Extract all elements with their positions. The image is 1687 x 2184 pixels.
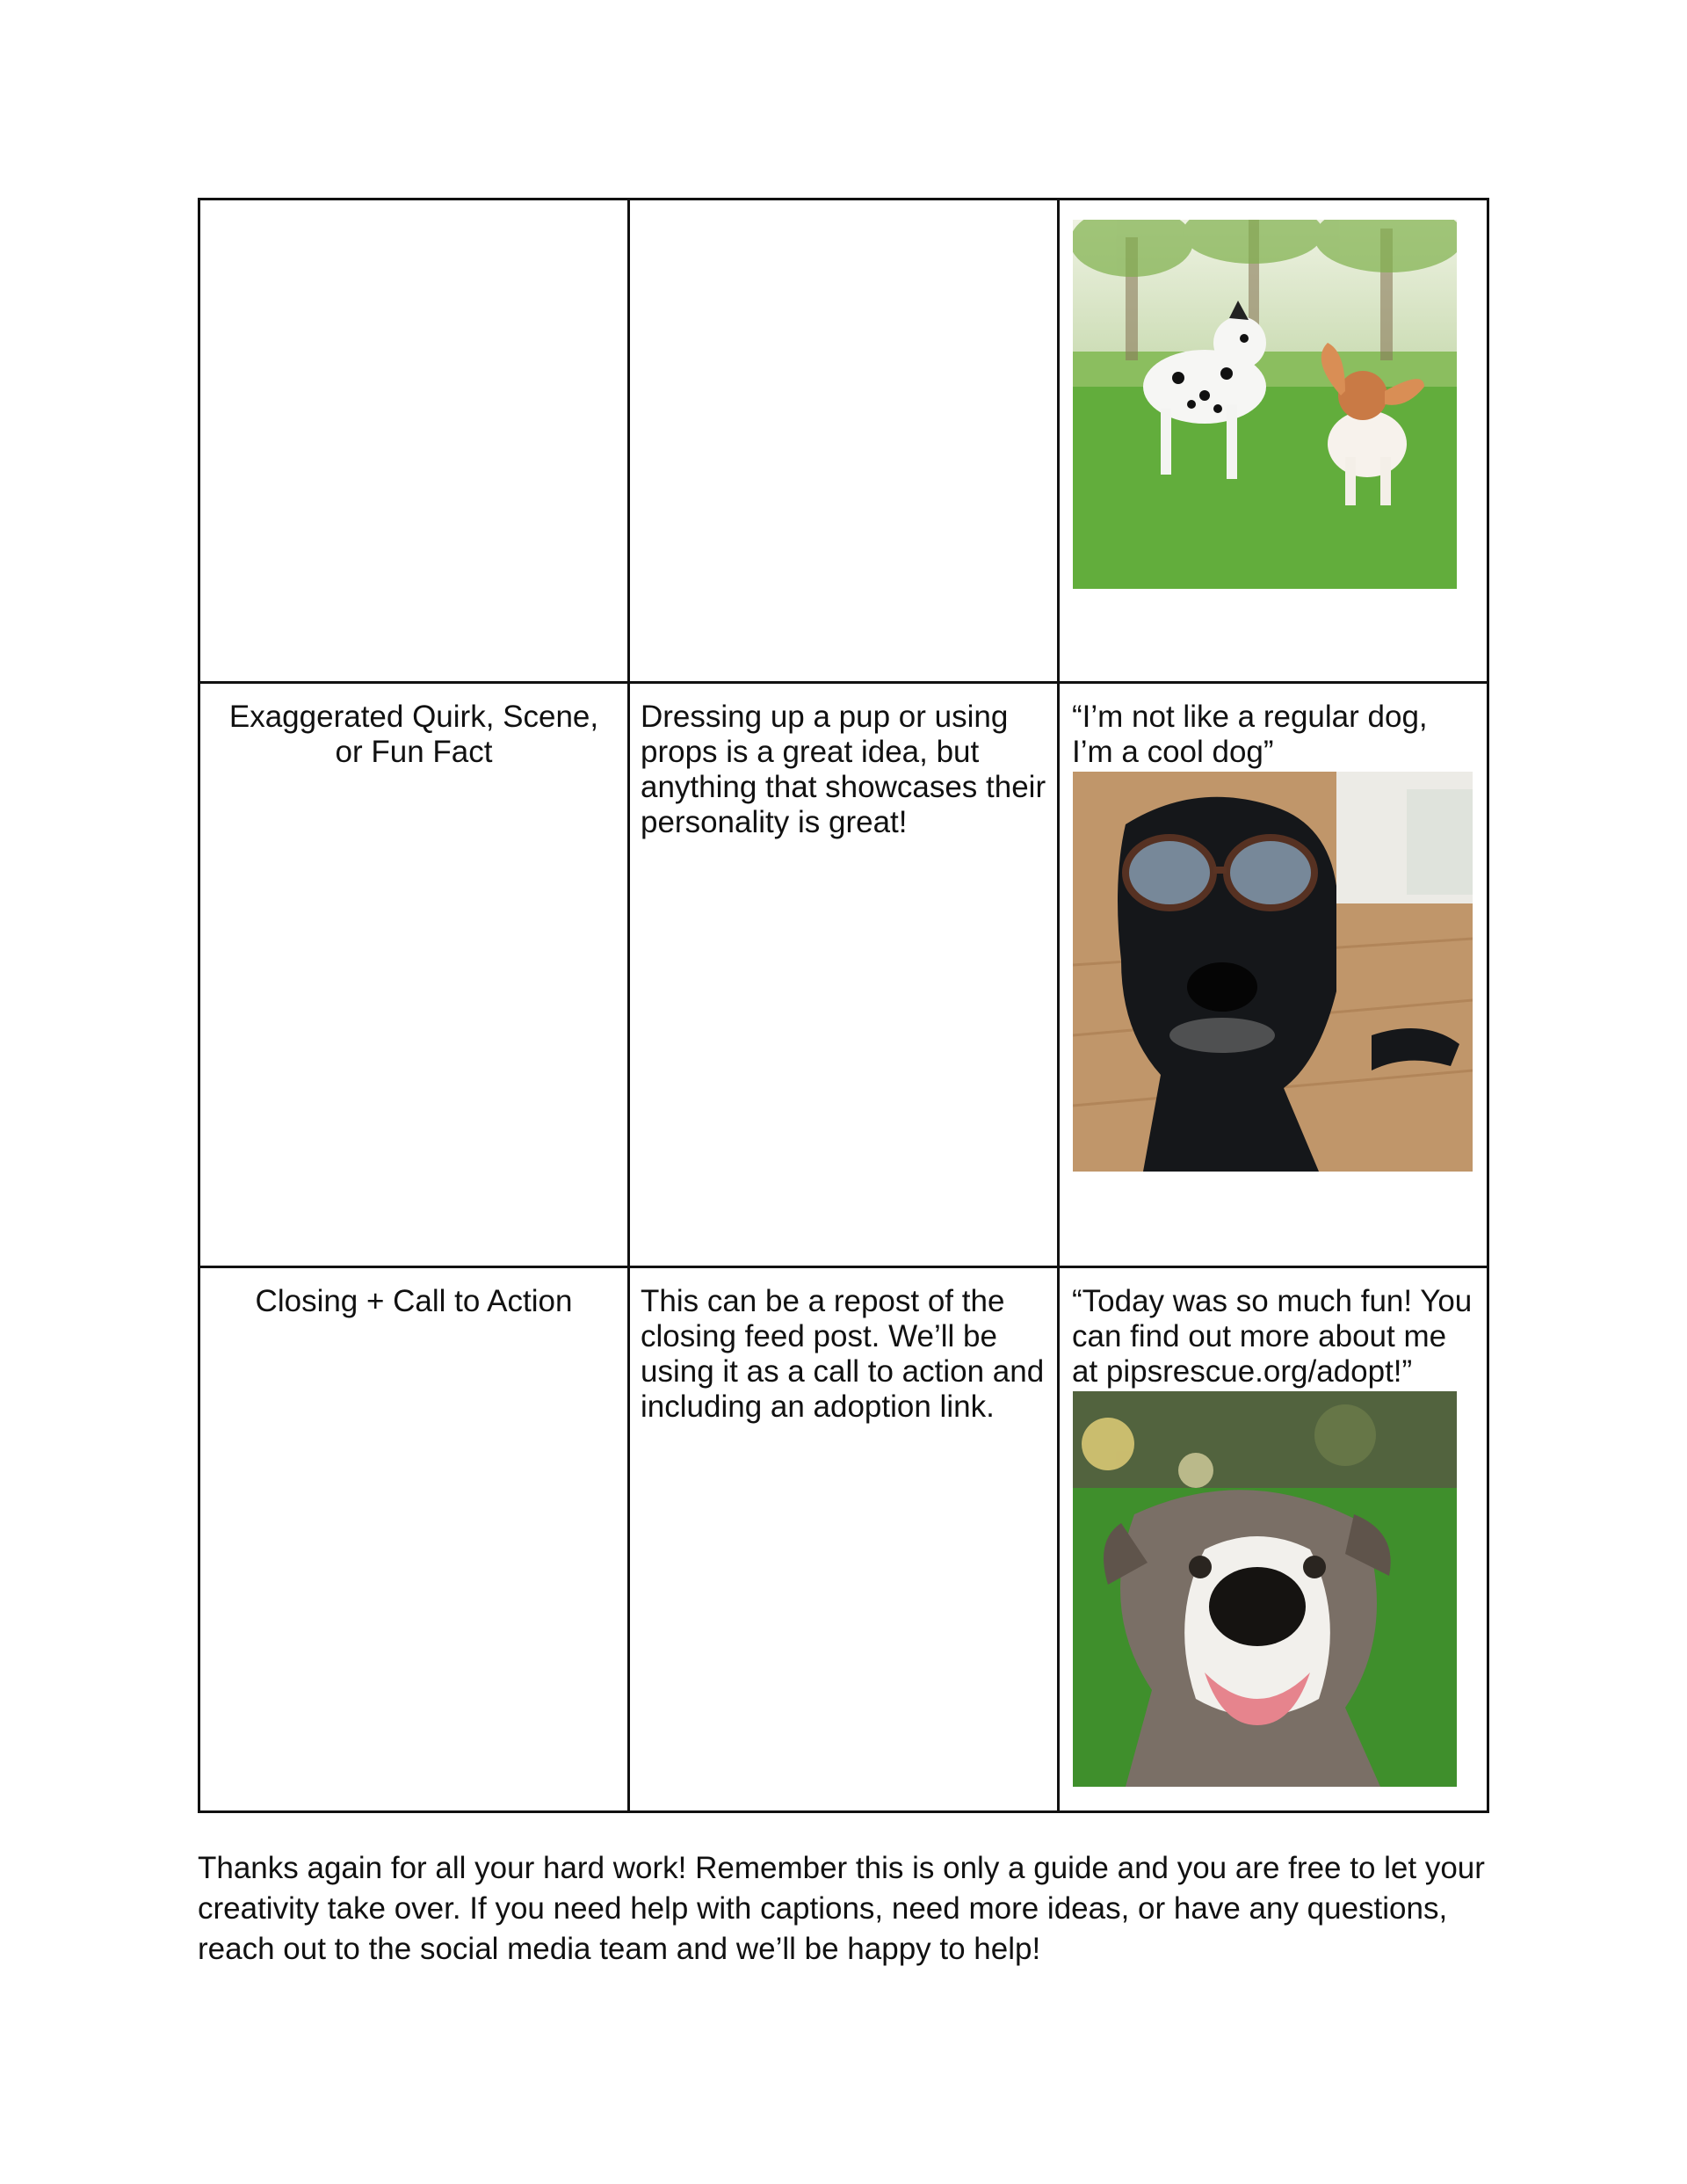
table-row [199,683,1488,1267]
description-cell [629,683,1059,1267]
row-label-cell [199,1267,629,1812]
closing-paragraph: Thanks again for all your hard work! Remember this is only a guide and you are free to let your creativity take over. If you need help with captions, need more ideas, or have any questions, reach out to the social media team and we’ll be happy to help! [198,1851,1485,1966]
dog-with-sunglasses-photo [1073,772,1473,1172]
example-caption: “Today was so much fun! You can find out more about me at pipsrescue.org/adopt!” [1072,1284,1473,1389]
table-row [199,1267,1488,1812]
example-cell [1059,1267,1488,1812]
smiling-dog-closeup-photo [1073,1391,1457,1787]
row-label [200,200,627,216]
row-label-cell [199,200,629,683]
table-row [199,200,1488,683]
row-label-cell [199,683,629,1267]
row-description [630,200,1057,216]
example-caption: “I’m not like a regular dog, I’m a cool dog” [1072,700,1428,769]
example-cell [1059,200,1488,683]
example-cell [1059,683,1488,1267]
row-description: This can be a repost of the closing feed post. We’ll be using it as a call to action and including an adoption link. [641,1284,1045,1424]
row-label: Exaggerated Quirk, Scene, or Fun Fact [228,700,599,769]
row-label: Closing + Call to Action [255,1284,573,1318]
content-guide-table [198,198,1489,1813]
description-cell [629,200,1059,683]
description-cell [629,1267,1059,1812]
row-description: Dressing up a pup or using props is a great idea, but anything that showcases their personality is great! [641,700,1046,839]
two-dogs-running-photo [1073,220,1457,589]
